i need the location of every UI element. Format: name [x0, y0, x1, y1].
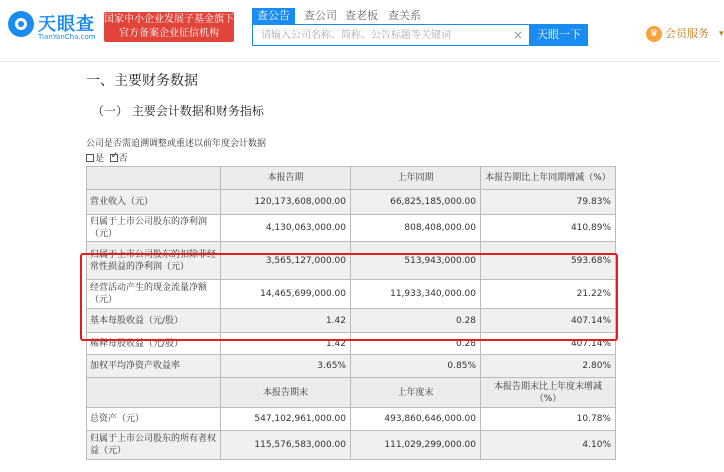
search-input[interactable] — [253, 25, 509, 45]
table-row — [86, 408, 616, 431]
subsection-title: （一） 主要会计数据和财务指标 — [92, 104, 264, 118]
logo-text: 天眼查 — [38, 14, 95, 35]
row-value-prior: 0.28 — [351, 333, 481, 355]
row-label: 总资产（元） — [86, 408, 221, 431]
row-value-change: 10.78% — [481, 408, 616, 431]
row-value-current: 120,173,608,000.00 — [221, 190, 351, 215]
search-box — [252, 24, 530, 46]
vip-label: 会员服务 — [665, 27, 709, 40]
tianyancha-logo[interactable] — [8, 9, 100, 43]
tab-relations[interactable]: 查关系 — [388, 9, 421, 22]
row-value-change: 407.14% — [481, 333, 616, 355]
row-value-current: 3.65% — [221, 355, 351, 378]
gov-badge — [104, 12, 234, 42]
row-value-change: 4.10% — [481, 431, 616, 460]
row-value-change: 2.80% — [481, 355, 616, 378]
table-row — [86, 215, 616, 242]
row-label: 归属于上市公司股东的净利润（元） — [86, 215, 221, 242]
table-header-row — [86, 378, 616, 408]
row-value-current: 14,465,699,000.00 — [221, 280, 351, 309]
table-row — [86, 309, 616, 333]
row-value-change: 410.89% — [481, 215, 616, 242]
document-content — [0, 62, 720, 472]
row-value-current: 115,576,583,000.00 — [221, 431, 351, 460]
row-value-current: 1.42 — [221, 309, 351, 333]
row-value-current: 1.42 — [221, 333, 351, 355]
row-value-prior: 493,860,646,000.00 — [351, 408, 481, 431]
row-value-prior: 808,408,000.00 — [351, 215, 481, 242]
header-cell: 上年度末 — [351, 378, 481, 408]
vip-service[interactable] — [624, 25, 724, 43]
table-row — [86, 242, 616, 280]
tab-announcements[interactable]: 查公告 — [252, 8, 295, 24]
row-value-current: 4,130,063,000.00 — [221, 215, 351, 242]
tab-boss[interactable]: 查老板 — [345, 9, 378, 22]
restatement-options — [86, 151, 128, 164]
search-button[interactable]: 天眼一下 — [530, 24, 588, 46]
row-value-prior: 0.28 — [351, 309, 481, 333]
tab-company[interactable]: 查公司 — [304, 9, 337, 22]
header-cell: 本报告期末比上年度末增减（%） — [481, 378, 616, 408]
option-yes-label: 是 — [95, 154, 105, 164]
checkbox-yes — [86, 154, 94, 162]
restatement-question: 公司是否需追溯调整或重述以前年度会计数据 — [86, 139, 267, 149]
table-header-row — [86, 166, 616, 190]
header-cell: 本报告期比上年同期增减（%） — [481, 166, 616, 190]
row-value-change: 21.22% — [481, 280, 616, 309]
row-value-prior: 11,933,340,000.00 — [351, 280, 481, 309]
logo-domain: TianYanCha.com — [38, 33, 96, 41]
header-cell: 上年同期 — [351, 166, 481, 190]
table-row — [86, 190, 616, 215]
header-cell — [86, 166, 221, 190]
crown-icon: ♛ — [646, 26, 662, 42]
chevron-down-icon: ▾ — [719, 29, 724, 39]
top-header — [0, 0, 724, 62]
row-label: 基本每股收益（元/股） — [86, 309, 221, 333]
header-cell: 本报告期 — [221, 166, 351, 190]
row-value-change: 593.68% — [481, 242, 616, 280]
table-row — [86, 333, 616, 355]
eye-logo-icon — [8, 11, 34, 37]
row-value-change: 79.83% — [481, 190, 616, 215]
table-row — [86, 431, 616, 460]
table-row — [86, 355, 616, 378]
checkbox-no-checked — [110, 154, 118, 162]
clear-icon[interactable]: × — [512, 28, 523, 42]
row-value-prior: 111,029,299,000.00 — [351, 431, 481, 460]
row-label: 加权平均净资产收益率 — [86, 355, 221, 378]
row-value-prior: 66,825,185,000.00 — [351, 190, 481, 215]
row-label: 归属于上市公司股东的扣除非经常性损益的净利润（元） — [86, 242, 221, 280]
row-value-current: 547,102,961,000.00 — [221, 408, 351, 431]
row-value-prior: 0.85% — [351, 355, 481, 378]
row-label: 营业收入（元） — [86, 190, 221, 215]
row-label: 经营活动产生的现金流量净额（元） — [86, 280, 221, 309]
table-row — [86, 280, 616, 309]
section-title: 一、主要财务数据 — [86, 73, 198, 89]
gov-badge-line1: 国家中小企业发展子基金旗下 — [104, 14, 234, 25]
header-cell: 本报告期末 — [221, 378, 351, 408]
row-value-change: 407.14% — [481, 309, 616, 333]
gov-badge-line2: 官方备案企业征信机构 — [119, 28, 219, 39]
row-label: 稀释每股收益（元/股） — [86, 333, 221, 355]
row-label: 归属于上市公司股东的所有者权益（元） — [86, 431, 221, 460]
row-value-current: 3,565,127,000.00 — [221, 242, 351, 280]
header-cell — [86, 378, 221, 408]
option-no-label: 否 — [118, 154, 128, 164]
row-value-prior: 513,943,000.00 — [351, 242, 481, 280]
